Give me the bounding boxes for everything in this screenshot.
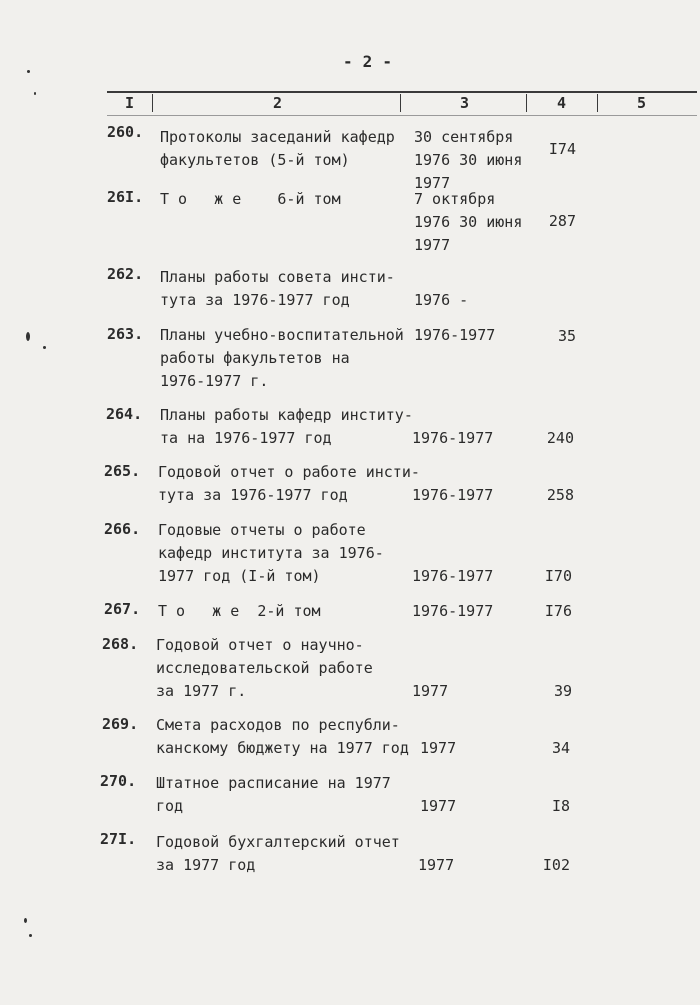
entry-sheets: I8 xyxy=(551,797,570,815)
entry-title: Планы работы кафедр институ- та на 1976-1977 год xyxy=(160,406,413,447)
entry-number: 27I. xyxy=(100,830,137,848)
column-header-5: 5 xyxy=(637,94,647,112)
header-rule xyxy=(107,91,697,93)
entry-sheets: 287 xyxy=(548,212,576,230)
entry-title: Т о ж е 2-й том xyxy=(158,602,321,620)
entry-title: Протоколы заседаний кафедр факультетов (5-й том) xyxy=(160,128,395,169)
scan-speck xyxy=(29,934,32,937)
entry-sheets: I76 xyxy=(544,602,572,620)
entry-number: 265. xyxy=(104,462,141,480)
entry-number: 263. xyxy=(107,325,144,343)
column-separator xyxy=(152,94,153,112)
entry-dates: 1976-1977 xyxy=(412,602,494,620)
entry-title: Годовой отчет о работе инсти- тута за 1976-1977 год xyxy=(158,463,420,504)
column-header-3: 3 xyxy=(460,94,470,112)
scan-speck xyxy=(43,346,46,349)
entry-number: 264. xyxy=(106,405,143,423)
entry-title: Годовой бухгалтерский отчет за 1977 год xyxy=(156,833,400,874)
column-header-2: 2 xyxy=(273,94,283,112)
entry-sheets: I02 xyxy=(542,856,570,874)
column-separator xyxy=(526,94,527,112)
entry-sheets: I74 xyxy=(548,140,576,158)
entry-number: 268. xyxy=(102,635,139,653)
entry-dates: 1976-1977 xyxy=(412,567,494,585)
entry-number: 270. xyxy=(100,772,137,790)
entry-sheets: 34 xyxy=(551,739,570,757)
entry-number: 262. xyxy=(107,265,144,283)
entry-dates: 1976 - xyxy=(414,291,469,309)
entry-title: Планы работы совета инсти- тута за 1976-1977 год xyxy=(160,268,395,309)
entry-sheets: 240 xyxy=(546,429,574,447)
scan-speck xyxy=(24,918,27,923)
column-header-4: 4 xyxy=(557,94,567,112)
entry-number: 260. xyxy=(107,123,144,141)
entry-number: 269. xyxy=(102,715,139,733)
entry-dates: 7 октября 1976 30 июня 1977 xyxy=(414,190,523,254)
entry-number: 267. xyxy=(104,600,141,618)
entry-sheets: 35 xyxy=(557,327,576,345)
scan-speck xyxy=(34,92,36,95)
page-number: - 2 - xyxy=(343,52,393,71)
entry-dates: 30 сентября 1976 30 июня 1977 xyxy=(414,128,523,192)
entry-number: 266. xyxy=(104,520,141,538)
entry-title: Планы учебно-воспитательной работы факультетов на 1976-1977 г. xyxy=(160,326,404,390)
header-sub-rule xyxy=(107,115,697,116)
entry-title: Смета расходов по республи- канскому бюджету на 1977 год xyxy=(156,716,409,757)
entry-dates: 1977 xyxy=(418,856,455,874)
entry-title: Т о ж е 6-й том xyxy=(160,190,341,208)
entry-dates: 1977 xyxy=(420,797,457,815)
entry-title: Штатное расписание на 1977 год xyxy=(156,774,391,815)
entry-dates: 1977 xyxy=(412,682,449,700)
entry-sheets: 39 xyxy=(553,682,572,700)
column-separator xyxy=(400,94,401,112)
entry-sheets: I70 xyxy=(544,567,572,585)
entry-title: Годовые отчеты о работе кафедр института за 1976- 1977 год (I-й том) xyxy=(158,521,384,585)
column-separator xyxy=(597,94,598,112)
entry-sheets: 258 xyxy=(546,486,574,504)
column-header-1: I xyxy=(125,94,135,112)
entry-dates: 1976-1977 xyxy=(414,326,496,344)
scan-speck xyxy=(26,332,30,341)
entry-dates: 1977 xyxy=(420,739,457,757)
entry-number: 26I. xyxy=(107,188,144,206)
scan-speck xyxy=(27,70,30,73)
entry-dates: 1976-1977 xyxy=(412,486,494,504)
entry-dates: 1976-1977 xyxy=(412,429,494,447)
entry-title: Годовой отчет о научно- исследовательской работе за 1977 г. xyxy=(156,636,373,700)
